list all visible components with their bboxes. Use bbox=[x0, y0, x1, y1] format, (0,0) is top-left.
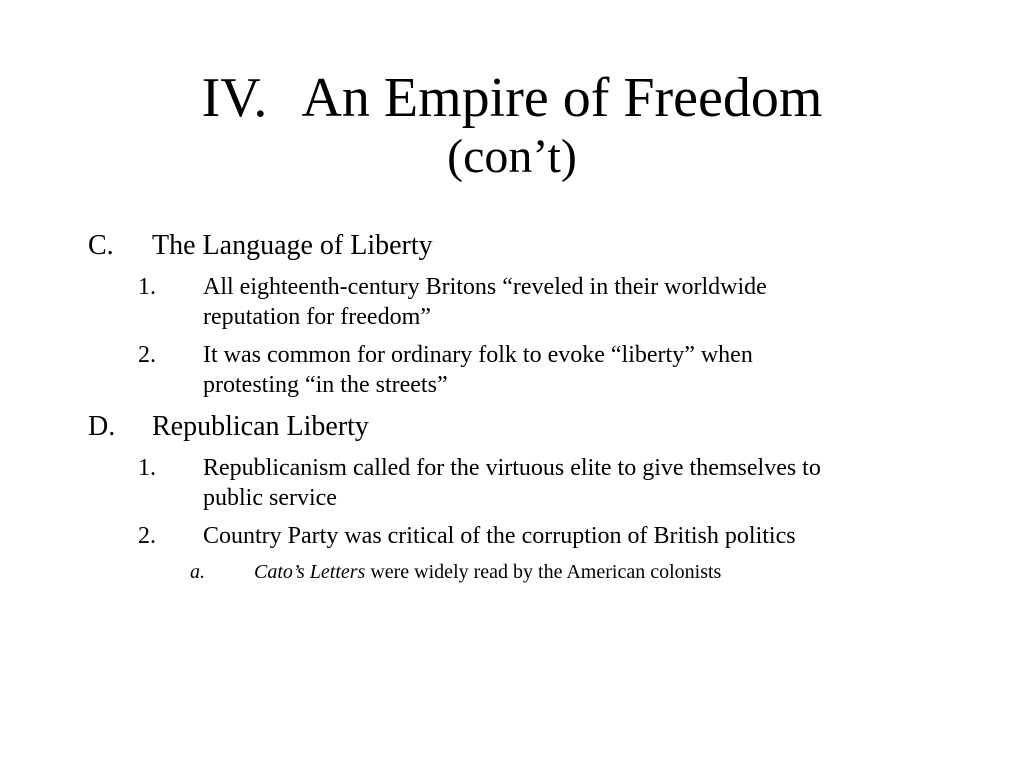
point-line: protesting “in the streets” bbox=[203, 372, 448, 398]
title-line-main bbox=[0, 64, 1024, 132]
title-numeral: IV. bbox=[201, 67, 268, 129]
section-marker: C. bbox=[88, 230, 114, 261]
point-marker: 1. bbox=[138, 455, 156, 481]
point-line: All eighteenth-century Britons “reveled in their worldwide bbox=[203, 274, 767, 300]
point-line: public service bbox=[203, 485, 337, 511]
title-continued: (con’t) bbox=[447, 130, 577, 183]
section-heading: The Language of Liberty bbox=[152, 230, 433, 261]
section-heading: Republican Liberty bbox=[152, 411, 369, 442]
point-marker: 2. bbox=[138, 342, 156, 368]
point-marker: 1. bbox=[138, 274, 156, 300]
point-line: Republicanism called for the virtuous elite to give themselves to bbox=[203, 455, 821, 481]
subpoint-line bbox=[254, 559, 721, 585]
subpoint-italic-title: Cato’s Letters bbox=[254, 561, 366, 583]
point-line: Country Party was critical of the corruption of British politics bbox=[203, 523, 796, 549]
point-line: reputation for freedom” bbox=[203, 304, 431, 330]
section-marker: D. bbox=[88, 411, 116, 442]
point-marker: 2. bbox=[138, 523, 156, 549]
subpoint-text: were widely read by the American colonists bbox=[365, 561, 722, 583]
subpoint-marker: a. bbox=[190, 561, 205, 583]
title-text: An Empire of Freedom bbox=[301, 67, 823, 129]
slide-title bbox=[0, 64, 1024, 182]
point-line: It was common for ordinary folk to evoke “liberty” when bbox=[203, 342, 753, 368]
